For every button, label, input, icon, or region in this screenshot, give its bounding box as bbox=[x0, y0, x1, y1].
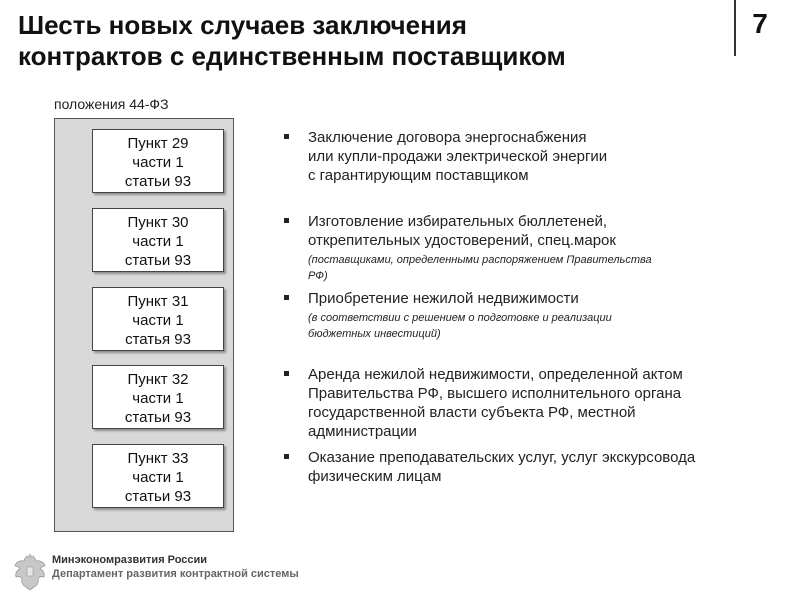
clause-line: статьи 93 bbox=[124, 488, 192, 505]
slide-title-line: Шесть новых случаев заключения bbox=[18, 10, 467, 40]
bullet-line: администрации bbox=[308, 423, 417, 440]
clause-line: статья 93 bbox=[125, 331, 191, 348]
bullet-line: Оказание преподавательских услуг, услуг экскурсовода bbox=[308, 449, 696, 466]
bullet-text bbox=[308, 448, 778, 486]
page-number: 7 bbox=[752, 8, 768, 39]
page-number-divider bbox=[734, 0, 736, 56]
coat-of-arms-icon bbox=[12, 552, 48, 592]
clause-line: Пункт 29 bbox=[127, 135, 189, 152]
bullet-note-line: РФ) bbox=[308, 270, 328, 282]
bullet-text bbox=[308, 365, 778, 441]
clause-box-31 bbox=[92, 287, 224, 351]
bullet-line: или купли-продажи электрической энергии bbox=[308, 148, 608, 165]
clause-line: части 1 bbox=[132, 390, 184, 407]
footer-organization: Минэкономразвития России bbox=[52, 554, 208, 566]
bullet-note-line: (поставщиками, определенными распоряжением Правительства bbox=[308, 254, 652, 266]
bullet-note-line: бюджетных инвестиций) bbox=[308, 328, 441, 340]
bullet-text bbox=[308, 289, 778, 342]
clause-line: части 1 bbox=[132, 154, 184, 171]
bullet-line: Приобретение нежилой недвижимости bbox=[308, 290, 579, 307]
bullet-square-icon bbox=[284, 218, 289, 223]
bullet-square-icon bbox=[284, 371, 289, 376]
footer-department: Департамент развития контрактной системы bbox=[52, 568, 299, 580]
clause-line: части 1 bbox=[132, 469, 184, 486]
clause-line: части 1 bbox=[132, 233, 184, 250]
clause-line: Пункт 30 bbox=[127, 214, 189, 231]
clause-line: Пункт 31 bbox=[127, 293, 189, 310]
bullet-line: открепительных удостоверений, спец.марок bbox=[308, 232, 616, 249]
clause-box-30 bbox=[92, 208, 224, 272]
bullet-note bbox=[308, 252, 778, 284]
bullet-line: государственной власти субъекта РФ, местной bbox=[308, 404, 636, 421]
clause-box-33 bbox=[92, 444, 224, 508]
clause-line: части 1 bbox=[132, 312, 184, 329]
bullet-text bbox=[308, 212, 778, 284]
bullet-square-icon bbox=[284, 295, 289, 300]
bullet-line: с гарантирующим поставщиком bbox=[308, 167, 529, 184]
clause-box-29 bbox=[92, 129, 224, 193]
bullet-line: Аренда нежилой недвижимости, определенной актом bbox=[308, 366, 683, 383]
bullet-square-icon bbox=[284, 454, 289, 459]
bullet-note bbox=[308, 310, 778, 342]
clause-line: статьи 93 bbox=[124, 409, 192, 426]
bullet-note-line: (в соответствии с решением о подготовке и реализации bbox=[308, 312, 612, 324]
section-label: положения 44-ФЗ bbox=[54, 96, 169, 112]
bullet-line: Заключение договора энергоснабжения bbox=[308, 129, 587, 146]
bullet-line: Правительства РФ, высшего исполнительного органа bbox=[308, 385, 682, 402]
clause-box-32 bbox=[92, 365, 224, 429]
clause-line: Пункт 32 bbox=[127, 371, 189, 388]
bullet-line: Изготовление избирательных бюллетеней, bbox=[308, 213, 608, 230]
clause-line: статьи 93 bbox=[124, 173, 192, 190]
bullet-text bbox=[308, 128, 778, 185]
slide-title bbox=[18, 10, 708, 72]
bullet-line: физическим лицам bbox=[308, 468, 442, 485]
clause-line: Пункт 33 bbox=[127, 450, 189, 467]
bullet-square-icon bbox=[284, 134, 289, 139]
slide-title-line: контрактов с единственным поставщиком bbox=[18, 41, 566, 71]
clause-line: статьи 93 bbox=[124, 252, 192, 269]
